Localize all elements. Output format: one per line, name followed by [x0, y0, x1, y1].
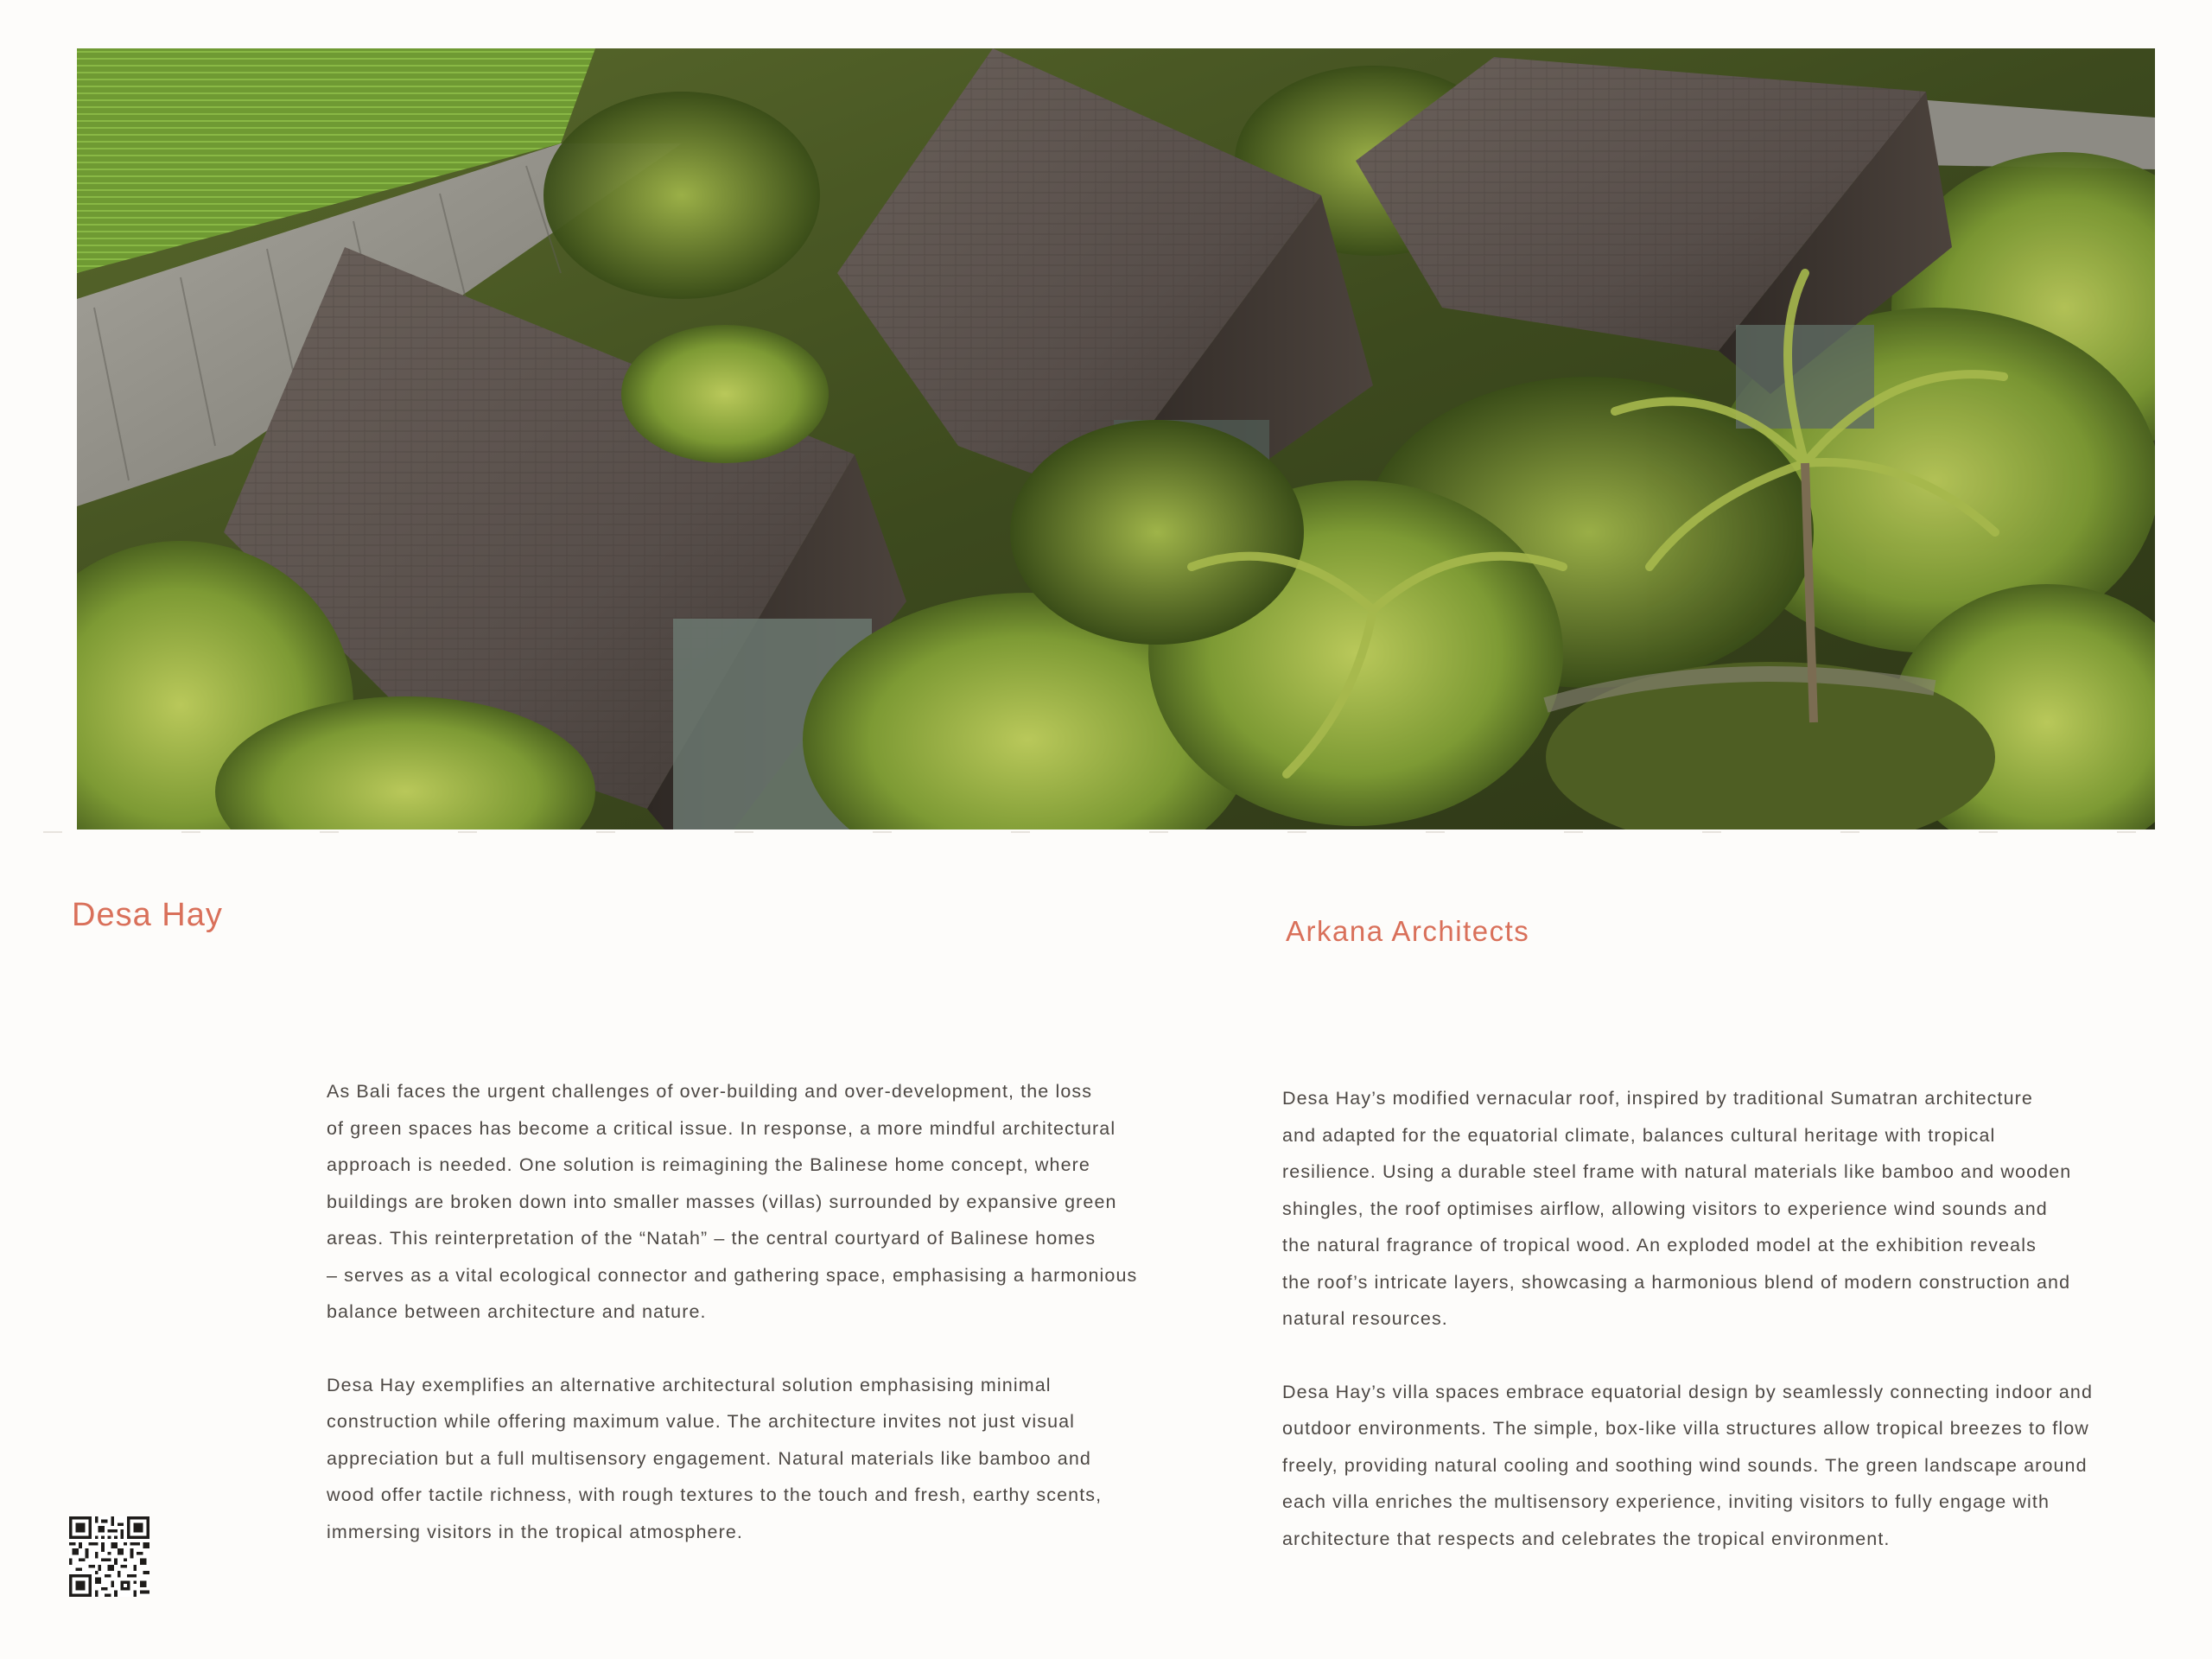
- text-line: immersing visitors in the tropical atmosphere.: [327, 1521, 743, 1542]
- text-line: approach is needed. One solution is reimagining the Balinese home concept, where: [327, 1154, 1090, 1175]
- text-line: architecture that respects and celebrates the tropical environment.: [1282, 1528, 1891, 1549]
- left-text-column: [327, 1073, 1208, 1550]
- text-line: construction while offering maximum value. The architecture invites not just visual: [327, 1411, 1076, 1432]
- text-line: resilience. Using a durable steel frame with natural materials like bamboo and wooden: [1282, 1161, 2072, 1182]
- text-line: areas. This reinterpretation of the “Natah” – the central courtyard of Balinese homes: [327, 1228, 1096, 1249]
- divider: [43, 831, 2169, 833]
- text-line: appreciation but a full multisensory engagement. Natural materials like bamboo and: [327, 1447, 1091, 1469]
- right-paragraph-2: [1282, 1374, 2164, 1558]
- text-line: freely, providing natural cooling and soothing wind sounds. The green landscape around: [1282, 1454, 2088, 1476]
- text-line: of green spaces has become a critical issue. In response, a more mindful architectural: [327, 1117, 1116, 1139]
- text-line: balance between architecture and nature.: [327, 1301, 707, 1322]
- right-text-column: [1282, 1080, 2164, 1557]
- text-line: – serves as a vital ecological connector and gathering space, emphasising a harmonious: [327, 1264, 1138, 1286]
- hero-photo: [77, 48, 2155, 830]
- text-line: and adapted for the equatorial climate, balances cultural heritage with tropical: [1282, 1124, 1996, 1146]
- text-line: the roof’s intricate layers, showcasing a harmonious blend of modern construction and: [1282, 1271, 2071, 1293]
- text-line: wood offer tactile richness, with rough textures to the touch and fresh, earthy scents,: [327, 1484, 1103, 1505]
- right-paragraph-1: [1282, 1080, 2164, 1338]
- aerial-photo-bali-villas-icon: [77, 48, 2155, 830]
- project-title: Desa Hay: [72, 897, 223, 933]
- text-line: outdoor environments. The simple, box-like villa structures allow tropical breezes to flow: [1282, 1418, 2089, 1439]
- left-paragraph-2: [327, 1367, 1208, 1551]
- qr-code-icon[interactable]: [69, 1516, 149, 1597]
- text-line: As Bali faces the urgent challenges of over-building and over-development, the loss: [327, 1081, 1093, 1102]
- text-line: shingles, the roof optimises airflow, allowing visitors to experience wind sounds and: [1282, 1198, 2048, 1219]
- text-line: Desa Hay’s villa spaces embrace equatorial design by seamlessly connecting indoor and: [1282, 1381, 2094, 1402]
- left-paragraph-1: [327, 1073, 1208, 1331]
- text-line: Desa Hay’s modified vernacular roof, inspired by traditional Sumatran architecture: [1282, 1088, 2033, 1109]
- text-line: Desa Hay exemplifies an alternative architectural solution emphasising minimal: [327, 1374, 1052, 1395]
- text-line: each villa enriches the multisensory experience, inviting visitors to fully engage with: [1282, 1491, 2050, 1512]
- architect-name: Arkana Architects: [1286, 915, 1530, 947]
- text-line: buildings are broken down into smaller masses (villas) surrounded by expansive green: [327, 1191, 1117, 1212]
- text-line: the natural fragrance of tropical wood. An exploded model at the exhibition reveals: [1282, 1235, 2037, 1255]
- text-line: natural resources.: [1282, 1308, 1448, 1329]
